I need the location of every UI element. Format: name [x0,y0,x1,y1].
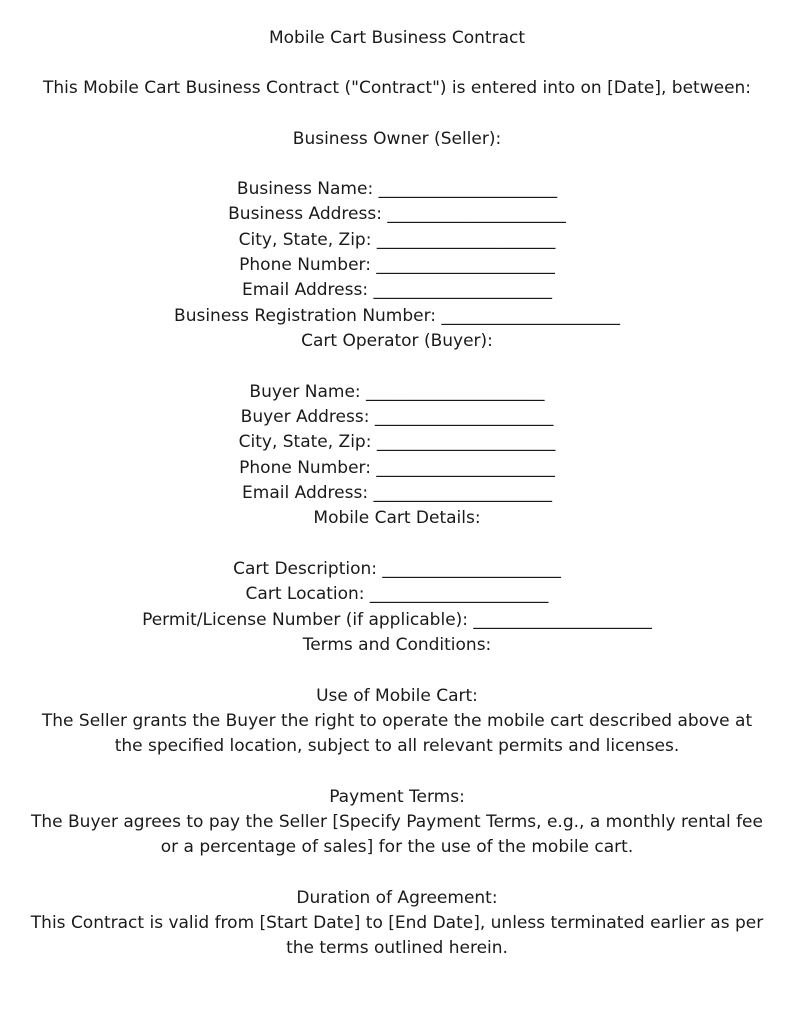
seller-email-field: Email Address: _____________________ [242,280,552,300]
seller-phone-field: Phone Number: _____________________ [239,255,555,275]
cart-location-field: Cart Location: _____________________ [245,584,549,604]
seller-city-state-zip-field: City, State, Zip: _____________________ [238,230,556,250]
intro-text: This Mobile Cart Business Contract ("Contract") is entered into on [Date], between: [42,78,752,98]
cart-permit-field: Permit/License Number (if applicable): _____________________ [142,610,652,630]
buyer-address-field: Buyer Address: _____________________ [240,407,554,427]
seller-heading: Business Owner (Seller): [292,129,502,149]
use-of-cart-body: The Seller grants the Buyer the right to operate the mobile cart described above at the specified location, subject to all relevant permits and licenses. [41,711,753,757]
duration-heading: Duration of Agreement: [296,888,498,908]
seller-registration-field: Business Registration Number: _____________________ [174,306,620,326]
buyer-heading: Cart Operator (Buyer): [301,331,493,351]
buyer-name-field: Buyer Name: _____________________ [249,382,545,402]
seller-business-name-field: Business Name: _____________________ [236,179,558,199]
payment-terms-body: The Buyer agrees to pay the Seller [Specify Payment Terms, e.g., a monthly rental fee or a percentage of sales] for the use of the mobile cart. [31,812,763,858]
cart-description-field: Cart Description: _____________________ [233,559,561,579]
buyer-phone-field: Phone Number: _____________________ [239,458,555,478]
document-title: Mobile Cart Business Contract [268,28,525,48]
buyer-city-state-zip-field: City, State, Zip: _____________________ [238,432,556,452]
cart-details-heading: Mobile Cart Details: [313,508,481,528]
seller-business-address-field: Business Address: _____________________ [228,204,566,224]
use-of-cart-heading: Use of Mobile Cart: [316,686,478,706]
terms-heading: Terms and Conditions: [302,635,492,655]
duration-body: This Contract is valid from [Start Date] to [End Date], unless terminated earlier as per the terms outlined herein. [30,913,764,959]
buyer-email-field: Email Address: _____________________ [242,483,552,503]
payment-terms-heading: Payment Terms: [329,787,465,807]
